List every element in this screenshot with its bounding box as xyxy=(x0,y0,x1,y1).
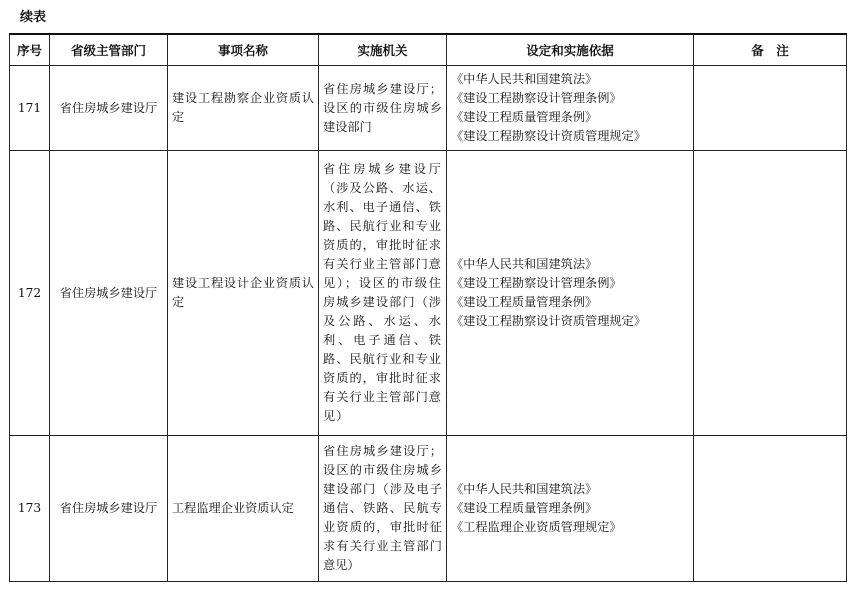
cell-no: 172 xyxy=(10,151,50,436)
cell-dept: 省住房城乡建设厅 xyxy=(50,66,168,151)
cell-no: 171 xyxy=(10,66,50,151)
cell-basis xyxy=(447,151,694,436)
cell-remark xyxy=(694,66,847,151)
table-row xyxy=(10,66,847,151)
table-row xyxy=(10,436,847,582)
basis-line: 《建设工程质量管理条例》 xyxy=(451,501,598,515)
cell-agency: 省住房城乡建设厅（涉及公路、水运、水利、电子通信、铁路、民航行业和专业资质的，审批时征求有关行业主管部门意见）；设区的市级住房城乡建设部门（涉及公路、水运、水利、电子通信、铁路、民航行业和专业资质的，审批时征求有关行业主管部门意见） xyxy=(319,151,447,436)
cell-item: 工程监理企业资质认定 xyxy=(168,436,319,582)
header-no: 序号 xyxy=(10,34,50,66)
cell-agency: 省住房城乡建设厅；设区的市级住房城乡建设部门（涉及电子通信、铁路、民航专业资质的，审批时征求有关行业主管部门意见） xyxy=(319,436,447,582)
header-remark: 备 注 xyxy=(694,34,847,66)
header-agency: 实施机关 xyxy=(319,34,447,66)
cell-no: 173 xyxy=(10,436,50,582)
basis-line: 《中华人民共和国建筑法》 xyxy=(451,72,598,86)
basis-line: 《建设工程勘察设计管理条例》 xyxy=(451,91,622,105)
table-caption: 续表 xyxy=(20,10,47,25)
basis-line: 《建设工程勘察设计管理条例》 xyxy=(451,276,622,290)
cell-remark xyxy=(694,436,847,582)
cell-basis xyxy=(447,436,694,582)
basis-line: 《建设工程质量管理条例》 xyxy=(451,295,598,309)
basis-line: 《建设工程质量管理条例》 xyxy=(451,110,598,124)
cell-dept: 省住房城乡建设厅 xyxy=(50,151,168,436)
table-row xyxy=(10,151,847,436)
license-items-table xyxy=(9,33,847,582)
cell-remark xyxy=(694,151,847,436)
basis-line: 《中华人民共和国建筑法》 xyxy=(451,482,598,496)
cell-agency: 省住房城乡建设厅；设区的市级住房城乡建设部门 xyxy=(319,66,447,151)
table-header-row xyxy=(10,34,847,66)
header-item: 事项名称 xyxy=(168,34,319,66)
header-dept: 省级主管部门 xyxy=(50,34,168,66)
header-basis: 设定和实施依据 xyxy=(447,34,694,66)
basis-line: 《建设工程勘察设计资质管理规定》 xyxy=(451,129,646,143)
cell-item: 建设工程勘察企业资质认定 xyxy=(168,66,319,151)
basis-line: 《中华人民共和国建筑法》 xyxy=(451,257,598,271)
basis-line: 《建设工程勘察设计资质管理规定》 xyxy=(451,314,646,328)
cell-dept: 省住房城乡建设厅 xyxy=(50,436,168,582)
basis-line: 《工程监理企业资质管理规定》 xyxy=(451,520,622,534)
cell-item: 建设工程设计企业资质认定 xyxy=(168,151,319,436)
cell-basis xyxy=(447,66,694,151)
